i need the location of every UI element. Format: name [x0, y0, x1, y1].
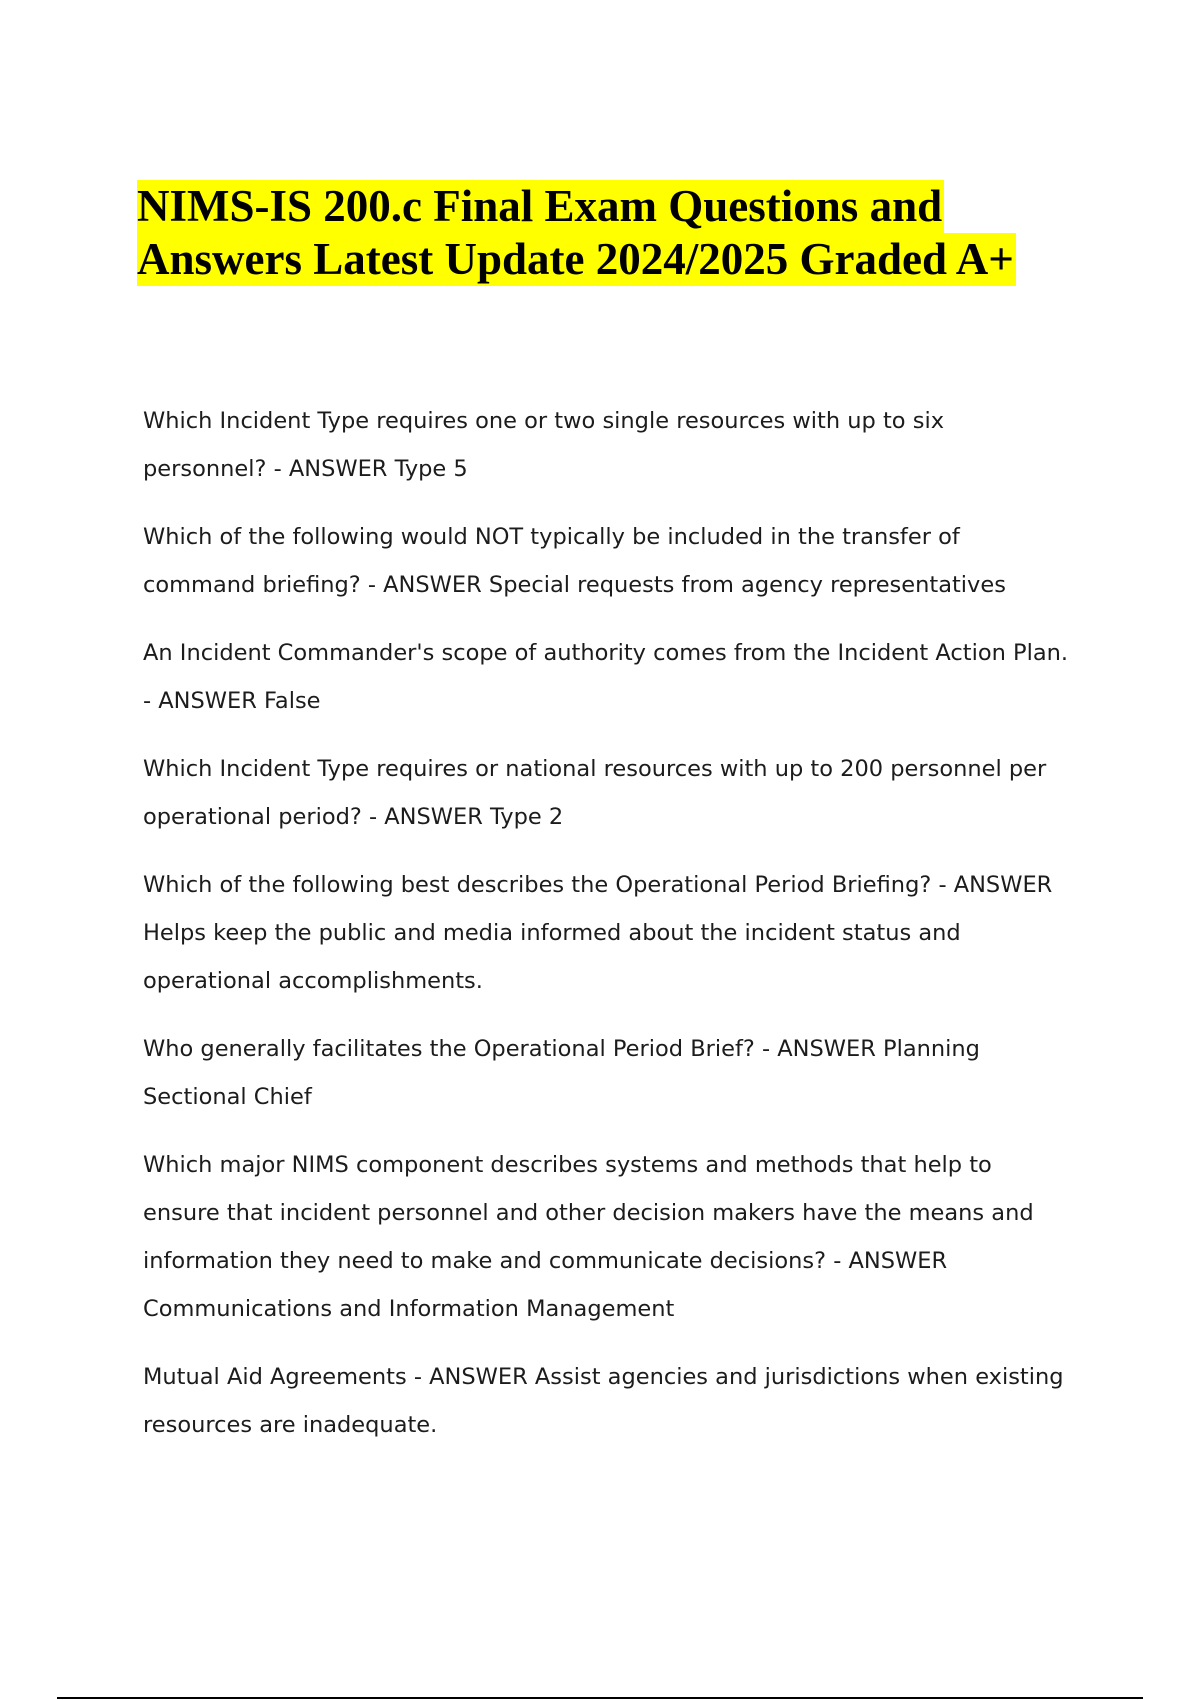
title-line-2: Answers Latest Update 2024/2025 Graded A+: [137, 234, 1014, 284]
qa-item-6: Who generally facilitates the Operational Period Brief? - ANSWER Planning Sectional Chief: [143, 1036, 980, 1110]
qa-item-1: Which Incident Type requires one or two single resources with up to six personnel? - ANSWER Type 5: [143, 408, 945, 482]
footer-divider: [57, 1697, 1143, 1699]
qa-item-4: Which Incident Type requires or national resources with up to 200 personnel per operational period? - ANSWER Type 2: [143, 756, 1047, 830]
qa-item-3: An Incident Commander's scope of authority comes from the Incident Action Plan. - ANSWER False: [143, 640, 1069, 714]
qa-item-5: Which of the following best describes the Operational Period Briefing? - ANSWER Helps keep the public and media informed about the incident status and operational accomplishments.: [143, 872, 1053, 994]
qa-item-8: Mutual Aid Agreements - ANSWER Assist agencies and jurisdictions when existing resources are inadequate.: [143, 1364, 1064, 1438]
qa-item-2: Which of the following would NOT typically be included in the transfer of command briefing? - ANSWER Special requests from agency representatives: [143, 524, 1006, 598]
qa-item-7: Which major NIMS component describes systems and methods that help to ensure that incident personnel and other decision makers have the means and information they need to make and communicate decisions? - ANSWER Communications and Information Management: [143, 1152, 1034, 1322]
title-line-1: NIMS-IS 200.c Final Exam Questions and: [137, 181, 943, 231]
question-answer-list: [143, 397, 1073, 1469]
document-title: [137, 180, 1137, 286]
